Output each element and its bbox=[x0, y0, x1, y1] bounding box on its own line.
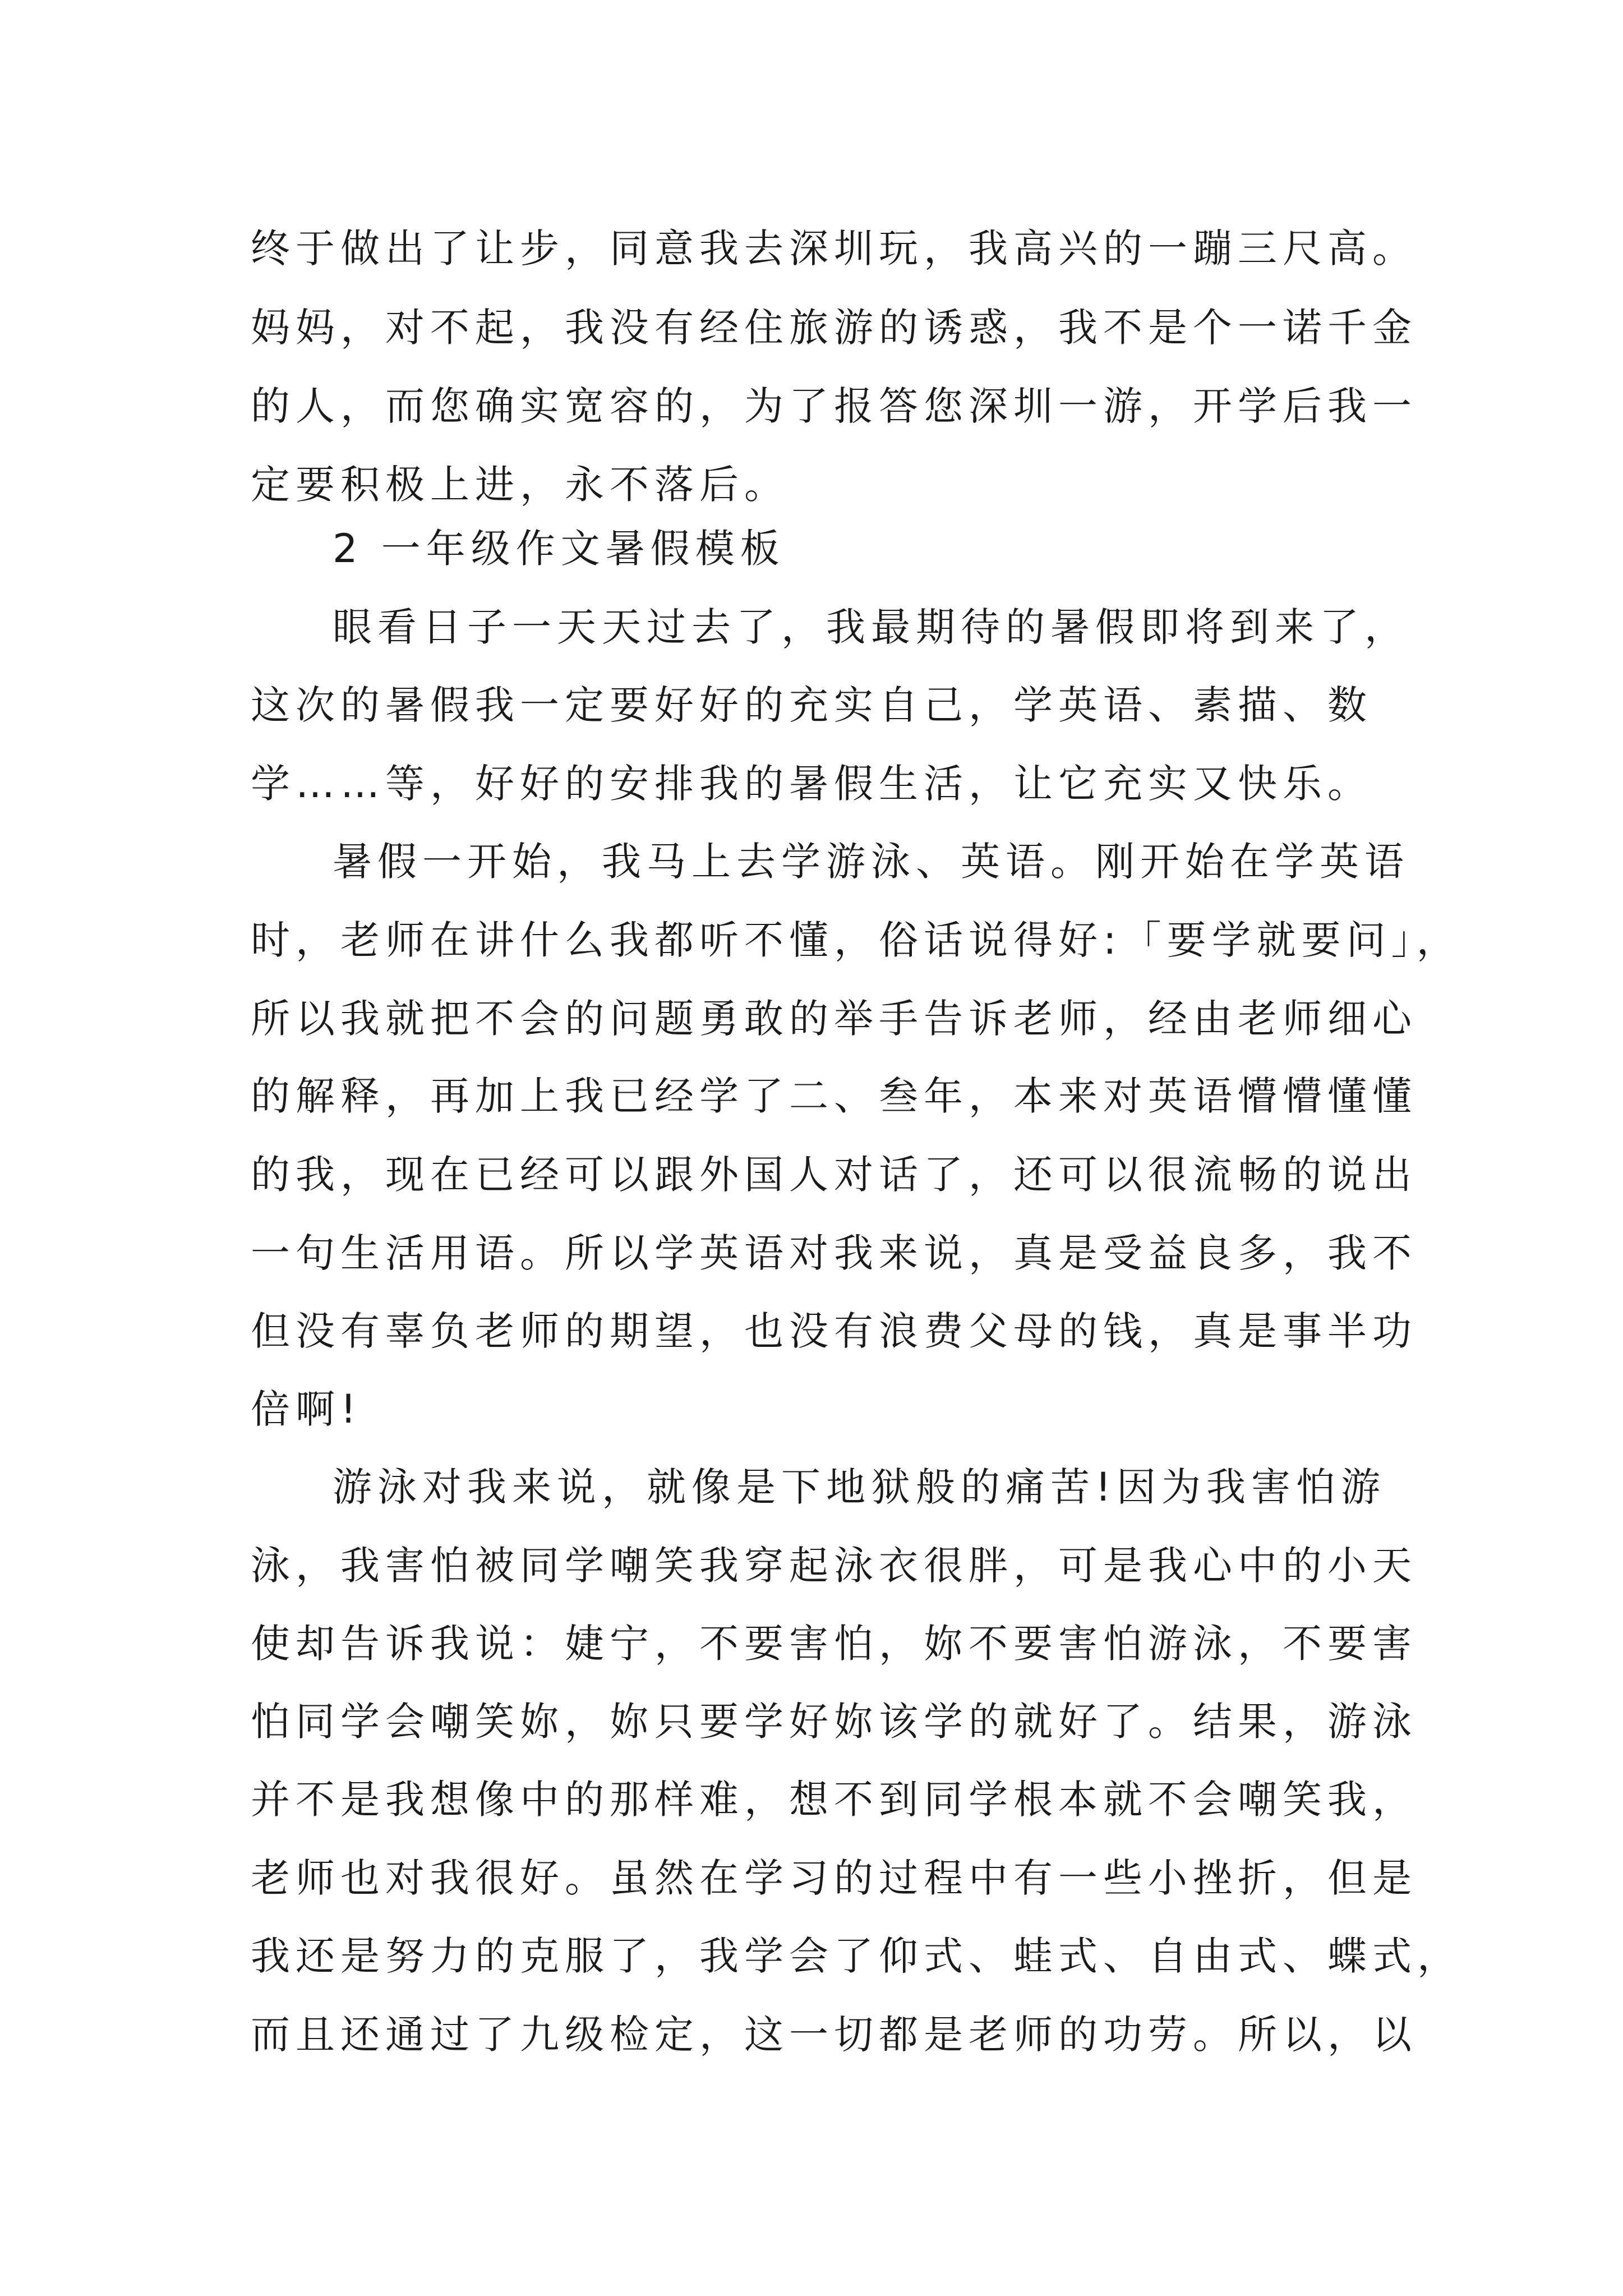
text-line: 眼看日子一天天过去了，我最期待的暑假即将到来了， bbox=[333, 604, 1409, 650]
text-line: 妈妈，对不起，我没有经住旅游的诱惑，我不是个一诺千金 bbox=[251, 305, 1417, 351]
text-line: 学……等，好好的安排我的暑假生活，让它充实又快乐。 bbox=[251, 761, 1372, 807]
text-line: 而且还通过了九级检定，这一切都是老师的功劳。所以，以 bbox=[251, 2012, 1417, 2058]
text-line: 的解释，再加上我已经学了二、叁年，本来对英语懵懵懂懂 bbox=[251, 1073, 1417, 1119]
text-line: 老师也对我很好。虽然在学习的过程中有一些小挫折，但是 bbox=[251, 1855, 1417, 1901]
text-line: 暑假一开始，我马上去学游泳、英语。刚开始在学英语 bbox=[333, 839, 1409, 885]
text-line: 倍啊! bbox=[251, 1386, 362, 1432]
text-line: 这次的暑假我一定要好好的充实自己，学英语、素描、数 bbox=[251, 682, 1372, 728]
text-line: 怕同学会嘲笑妳，妳只要学好妳该学的就好了。结果，游泳 bbox=[251, 1699, 1417, 1745]
text-line: 泳，我害怕被同学嘲笑我穿起泳衣很胖，可是我心中的小天 bbox=[251, 1543, 1417, 1589]
text-line: 终于做出了让步，同意我去深圳玩，我高兴的一蹦三尺高。 bbox=[251, 226, 1417, 272]
text-line: 定要积极上进，永不落后。 bbox=[251, 462, 789, 508]
text-line: 的人，而您确实宽容的，为了报答您深圳一游，开学后我一 bbox=[251, 383, 1417, 429]
text-line: 并不是我想像中的那样难，想不到同学根本就不会嘲笑我， bbox=[251, 1777, 1417, 1823]
text-line: 一句生活用语。所以学英语对我来说，真是受益良多，我不 bbox=[251, 1230, 1417, 1276]
text-line: 所以我就把不会的问题勇敢的举手告诉老师，经由老师细心 bbox=[251, 996, 1417, 1042]
section-heading: 2 一年级作文暑假模板 bbox=[333, 526, 785, 572]
text-line: 使却告诉我说：婕宁，不要害怕，妳不要害怕游泳，不要害 bbox=[251, 1621, 1417, 1667]
text-line: 时，老师在讲什么我都听不懂，俗话说得好:「要学就要问」， bbox=[251, 917, 1461, 963]
text-line: 但没有辜负老师的期望，也没有浪费父母的钱，真是事半功 bbox=[251, 1308, 1417, 1354]
text-line: 游泳对我来说，就像是下地狱般的痛苦!因为我害怕游 bbox=[333, 1464, 1386, 1510]
text-line: 我还是努力的克服了，我学会了仰式、蛙式、自由式、蝶式， bbox=[251, 1933, 1462, 1979]
text-line: 的我，现在已经可以跟外国人对话了，还可以很流畅的说出 bbox=[251, 1152, 1417, 1198]
